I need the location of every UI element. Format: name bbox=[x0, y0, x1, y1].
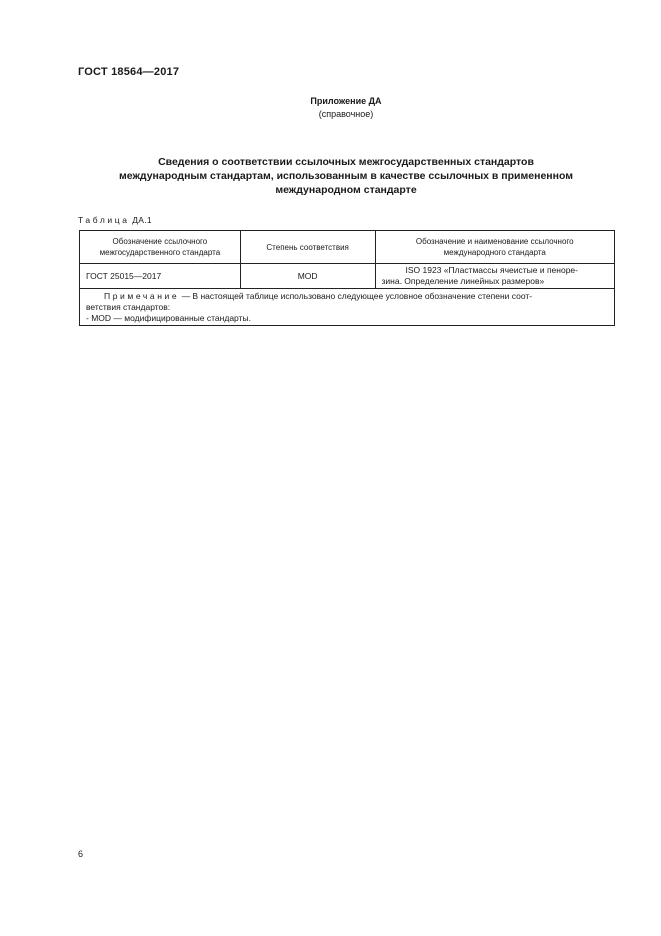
header-degree-text: Степень соответствия bbox=[266, 242, 349, 252]
note-line-1 bbox=[86, 291, 608, 302]
correspondence-table bbox=[79, 230, 615, 326]
appendix-title: Приложение ДА bbox=[310, 96, 382, 106]
header-standard-line-2: межгосударственного стандарта bbox=[99, 248, 221, 257]
header-cell-standard bbox=[80, 231, 241, 264]
note-label: Примечание bbox=[104, 290, 180, 301]
table-label bbox=[78, 215, 152, 225]
header-intl-line-1: Обозначение и наименование ссылочного bbox=[415, 237, 574, 246]
table-row bbox=[80, 264, 615, 289]
header-standard-line-1: Обозначение ссылочного bbox=[112, 237, 208, 246]
section-title bbox=[78, 155, 614, 197]
cell-intl-line-2: зина. Определение линейных размеров» bbox=[381, 276, 545, 286]
section-title-line-3: международном стандарте bbox=[275, 184, 417, 196]
document-code: ГОСТ 18564—2017 bbox=[78, 66, 180, 78]
section-title-line-2: международным стандартам, использованным в качестве ссылочных в примененном bbox=[118, 170, 574, 182]
note-line-3: - MOD — модифицированные стандарты. bbox=[86, 312, 251, 323]
table-label-number: ДА.1 bbox=[129, 215, 152, 225]
header-cell-degree bbox=[240, 231, 375, 264]
table-note bbox=[80, 289, 615, 326]
header-cell-intl-standard bbox=[375, 231, 614, 264]
cell-degree: MOD bbox=[240, 264, 375, 289]
page-number: 6 bbox=[78, 849, 84, 859]
appendix-heading bbox=[78, 95, 614, 121]
cell-intl-line-1: ISO 1923 «Пластмассы ячеистые и пеноре- bbox=[405, 265, 578, 275]
note-line-2: ветствия стандартов: bbox=[86, 301, 171, 312]
cell-standard: ГОСТ 25015—2017 bbox=[80, 264, 241, 289]
table-note-row bbox=[80, 289, 615, 326]
table-header-row bbox=[80, 231, 615, 264]
note-line-1-text: — В настоящей таблице использовано следующее условное обозначение степени соот- bbox=[179, 290, 533, 301]
header-intl-line-2: международного стандарта bbox=[443, 248, 546, 257]
section-title-line-1: Сведения о соответствии ссылочных межгосударственных стандартов bbox=[158, 156, 534, 168]
cell-intl-standard bbox=[375, 264, 614, 289]
appendix-subtitle: (справочное) bbox=[318, 109, 374, 119]
table-label-word: Таблица bbox=[78, 215, 130, 225]
